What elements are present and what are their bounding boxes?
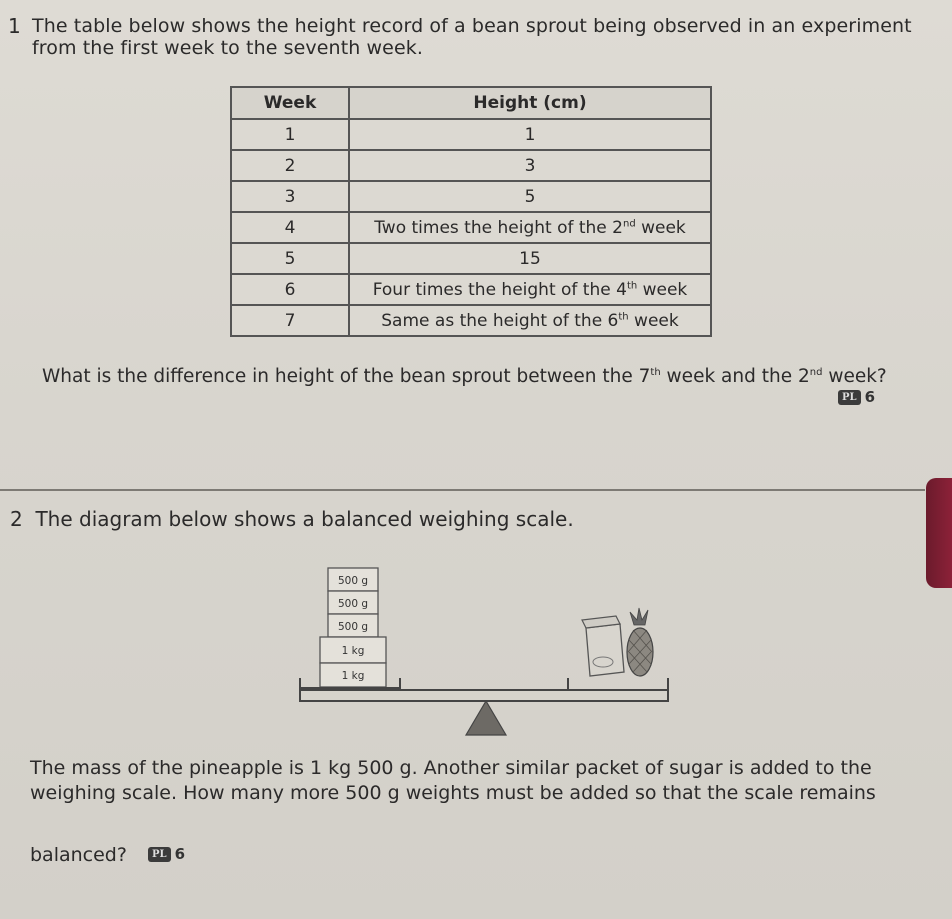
week-cell: 1: [231, 119, 349, 150]
question-1-number: 1: [8, 14, 21, 38]
section-divider: [0, 489, 925, 491]
balance-scale-diagram: [290, 560, 690, 745]
fulcrum: [466, 701, 506, 735]
pineapple: [627, 608, 653, 676]
height-cell: 5: [349, 181, 711, 212]
height-text-end: week: [637, 279, 688, 300]
prompt-text: week and the 2: [660, 366, 810, 387]
question-1-pl-badge: [838, 388, 875, 406]
height-cell: [349, 305, 711, 336]
question-1-intro-line-2: from the first week to the seventh week.: [32, 37, 423, 59]
height-record-table: [230, 86, 712, 337]
pl-value: 6: [174, 845, 185, 863]
page-edge-tab: [926, 478, 952, 588]
table-row: [231, 305, 711, 336]
ordinal-suffix: th: [626, 279, 638, 291]
weight-label: 500 g: [337, 621, 369, 633]
weight-label: 500 g: [337, 598, 369, 610]
sugar-packet: [582, 616, 624, 676]
weight-stack: [320, 568, 386, 687]
week-cell: 5: [231, 243, 349, 274]
pl-label: PL: [148, 847, 171, 862]
prompt-text: What is the difference in height of the bean sprout between the 7: [42, 366, 651, 387]
week-cell: 3: [231, 181, 349, 212]
question-1-prompt: [42, 366, 887, 387]
weight-label: 500 g: [337, 575, 369, 587]
table-row: [231, 274, 711, 305]
week-cell: 4: [231, 212, 349, 243]
height-cell: 1: [349, 119, 711, 150]
ordinal-suffix: nd: [622, 217, 636, 229]
height-cell: [349, 274, 711, 305]
ordinal-suffix: th: [650, 366, 661, 378]
table-row: [231, 212, 711, 243]
height-text-end: week: [635, 217, 686, 238]
pl-value: 6: [864, 388, 875, 406]
weight-label: 1 kg: [341, 645, 365, 657]
pl-label: PL: [838, 390, 861, 405]
week-cell: 7: [231, 305, 349, 336]
ordinal-suffix: th: [618, 310, 629, 322]
header-height: Height (cm): [349, 87, 711, 119]
table-header-row: [231, 87, 711, 119]
balance-beam: [300, 690, 668, 701]
question-2-pl-badge: [148, 845, 185, 863]
question-2-number: 2: [10, 507, 23, 531]
height-cell: 3: [349, 150, 711, 181]
question-2-title-text: The diagram below shows a balanced weighing scale.: [35, 507, 574, 531]
header-week: Week: [231, 87, 349, 119]
question-2-title: [10, 507, 574, 531]
week-cell: 2: [231, 150, 349, 181]
table-row: [231, 181, 711, 212]
height-text: Two times the height of the 2: [374, 217, 623, 238]
table-row: [231, 243, 711, 274]
question-2-text-line-3: balanced?: [30, 844, 127, 866]
height-text: Four times the height of the 4: [372, 279, 627, 300]
table-row: [231, 150, 711, 181]
question-2-text-line-1: The mass of the pineapple is 1 kg 500 g. Another similar packet of sugar is added to the: [30, 757, 872, 779]
height-text: Same as the height of the 6: [381, 310, 619, 331]
weight-label: 1 kg: [341, 670, 365, 682]
ordinal-suffix: nd: [809, 366, 823, 378]
height-cell: [349, 212, 711, 243]
question-2-text-line-2: weighing scale. How many more 500 g weights must be added so that the scale remains: [30, 782, 876, 804]
height-text-end: week: [628, 310, 679, 331]
week-cell: 6: [231, 274, 349, 305]
table-row: [231, 119, 711, 150]
prompt-text: week?: [822, 366, 887, 387]
right-pan: [568, 678, 668, 690]
question-1-intro-line-1: The table below shows the height record of a bean sprout being observed in an experiment: [32, 15, 912, 37]
height-cell: 15: [349, 243, 711, 274]
